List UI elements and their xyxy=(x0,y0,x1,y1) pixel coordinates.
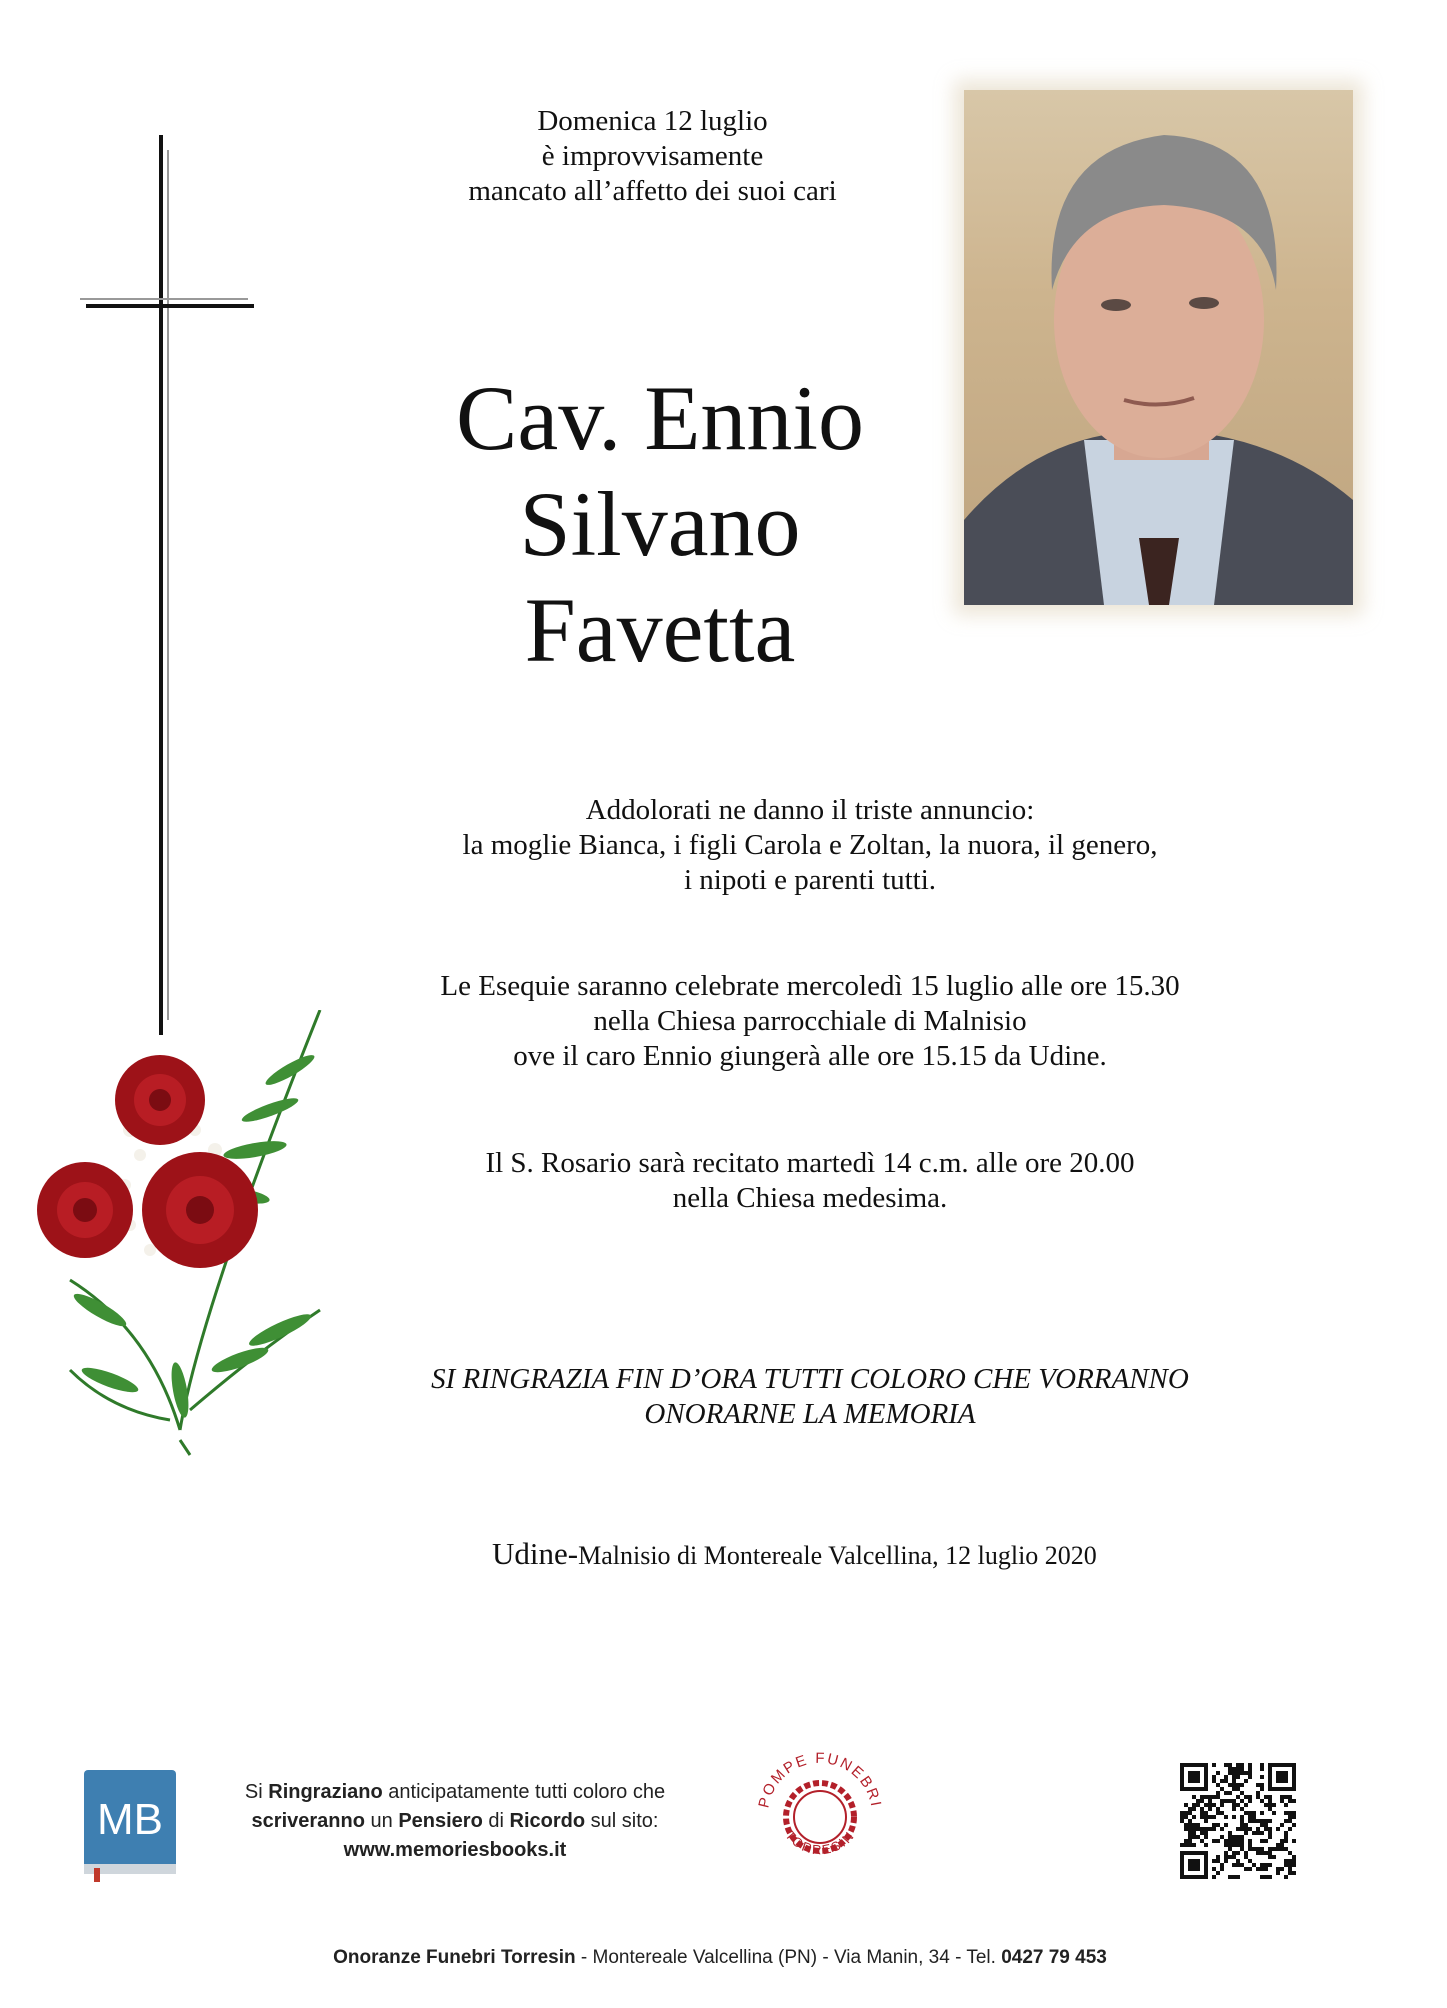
website-link[interactable]: www.memoriesbooks.it xyxy=(343,1839,567,1861)
note-word: Si xyxy=(244,1781,263,1803)
announcement-line: la moglie Bianca, i figli Carola e Zoltan, la nuora, il genero, xyxy=(462,829,1158,861)
note-word-bold: scriveranno xyxy=(251,1810,365,1832)
note-word: di xyxy=(488,1810,504,1832)
thanks-line: ONORARNE LA MEMORIA xyxy=(644,1398,976,1430)
portrait-illustration xyxy=(964,90,1353,605)
memoriesbooks-logo[interactable] xyxy=(80,1768,180,1884)
deceased-name xyxy=(360,365,960,683)
funeral-text xyxy=(330,969,1290,1074)
company-phone[interactable]: 0427 79 453 xyxy=(1001,1947,1107,1968)
intro-line: Domenica 12 luglio xyxy=(537,105,768,137)
funeral-line: nella Chiesa parrocchiale di Malnisio xyxy=(593,1005,1027,1037)
cross-horizontal-bar xyxy=(86,304,254,308)
note-word-bold: Ricordo xyxy=(509,1810,586,1832)
place-rest: Malnisio di Montereale Valcellina, 12 luglio 2020 xyxy=(578,1541,1097,1570)
cross-vertical-bar xyxy=(159,135,163,1035)
announcement-line: i nipoti e parenti tutti. xyxy=(683,864,937,896)
announcement-text xyxy=(330,793,1290,898)
footer-note xyxy=(215,1778,695,1865)
cross-horizontal-shadow xyxy=(80,298,248,300)
rosary-line: Il S. Rosario sarà recitato martedì 14 c.m. alle ore 20.00 xyxy=(485,1147,1135,1179)
note-word: sul sito: xyxy=(590,1810,659,1832)
announcement-line: Addolorati ne danno il triste annuncio: xyxy=(585,794,1035,826)
svg-text:POMPE FUNEBRI xyxy=(755,1750,884,1810)
rosary-text xyxy=(330,1146,1290,1216)
footer-contact-line xyxy=(120,1947,1320,1969)
footer-note-line xyxy=(215,1778,695,1807)
company-address: - Montereale Valcellina (PN) - Via Manin, 34 - Tel. xyxy=(575,1947,1002,1968)
seal-bottom-text: TORRESIN xyxy=(782,1827,858,1858)
qr-code[interactable] xyxy=(1180,1763,1296,1879)
thanks-line: SI RINGRAZIA FIN D’ORA TUTTI COLORO CHE VORRANNO xyxy=(431,1363,1189,1395)
cross-vertical-shadow xyxy=(167,150,169,1020)
seal-icon xyxy=(750,1745,890,1885)
funeral-line: ove il caro Ennio giungerà alle ore 15.15 da Udine. xyxy=(513,1040,1107,1072)
name-line: Silvano xyxy=(519,473,801,575)
company-name: Onoranze Funebri Torresin xyxy=(333,1947,576,1968)
roses-bouquet-image xyxy=(30,1010,340,1460)
intro-text xyxy=(380,104,925,209)
qr-code-icon xyxy=(1180,1763,1296,1879)
footer-note-line xyxy=(215,1807,695,1836)
pompe-funebri-seal xyxy=(750,1745,890,1885)
svg-text:TORRESIN xyxy=(782,1828,857,1858)
note-word: un xyxy=(370,1810,393,1832)
roses-bouquet-illustration xyxy=(30,1010,340,1460)
mb-logo-text: MB xyxy=(97,1795,163,1844)
thanks-text xyxy=(330,1362,1290,1432)
rosary-line: nella Chiesa medesima. xyxy=(672,1182,948,1214)
seal-top-text: POMPE FUNEBRI xyxy=(755,1749,885,1810)
funeral-line: Le Esequie saranno celebrate mercoledì 15 luglio alle ore 15.30 xyxy=(440,970,1180,1002)
place-date xyxy=(492,1537,1292,1573)
place-city: Udine- xyxy=(492,1536,579,1571)
note-word: anticipatamente tutti coloro che xyxy=(388,1781,666,1803)
intro-line: è improvvisamente xyxy=(541,140,764,172)
note-word-bold: Ringraziano xyxy=(268,1781,383,1803)
intro-line: mancato all’affetto dei suoi cari xyxy=(468,175,837,207)
name-line: Favetta xyxy=(524,579,796,681)
portrait-photo xyxy=(964,90,1353,605)
book-icon xyxy=(80,1768,180,1884)
note-word-bold: Pensiero xyxy=(398,1810,483,1832)
name-line: Cav. Ennio xyxy=(456,367,864,469)
footer-note-line xyxy=(215,1836,695,1865)
